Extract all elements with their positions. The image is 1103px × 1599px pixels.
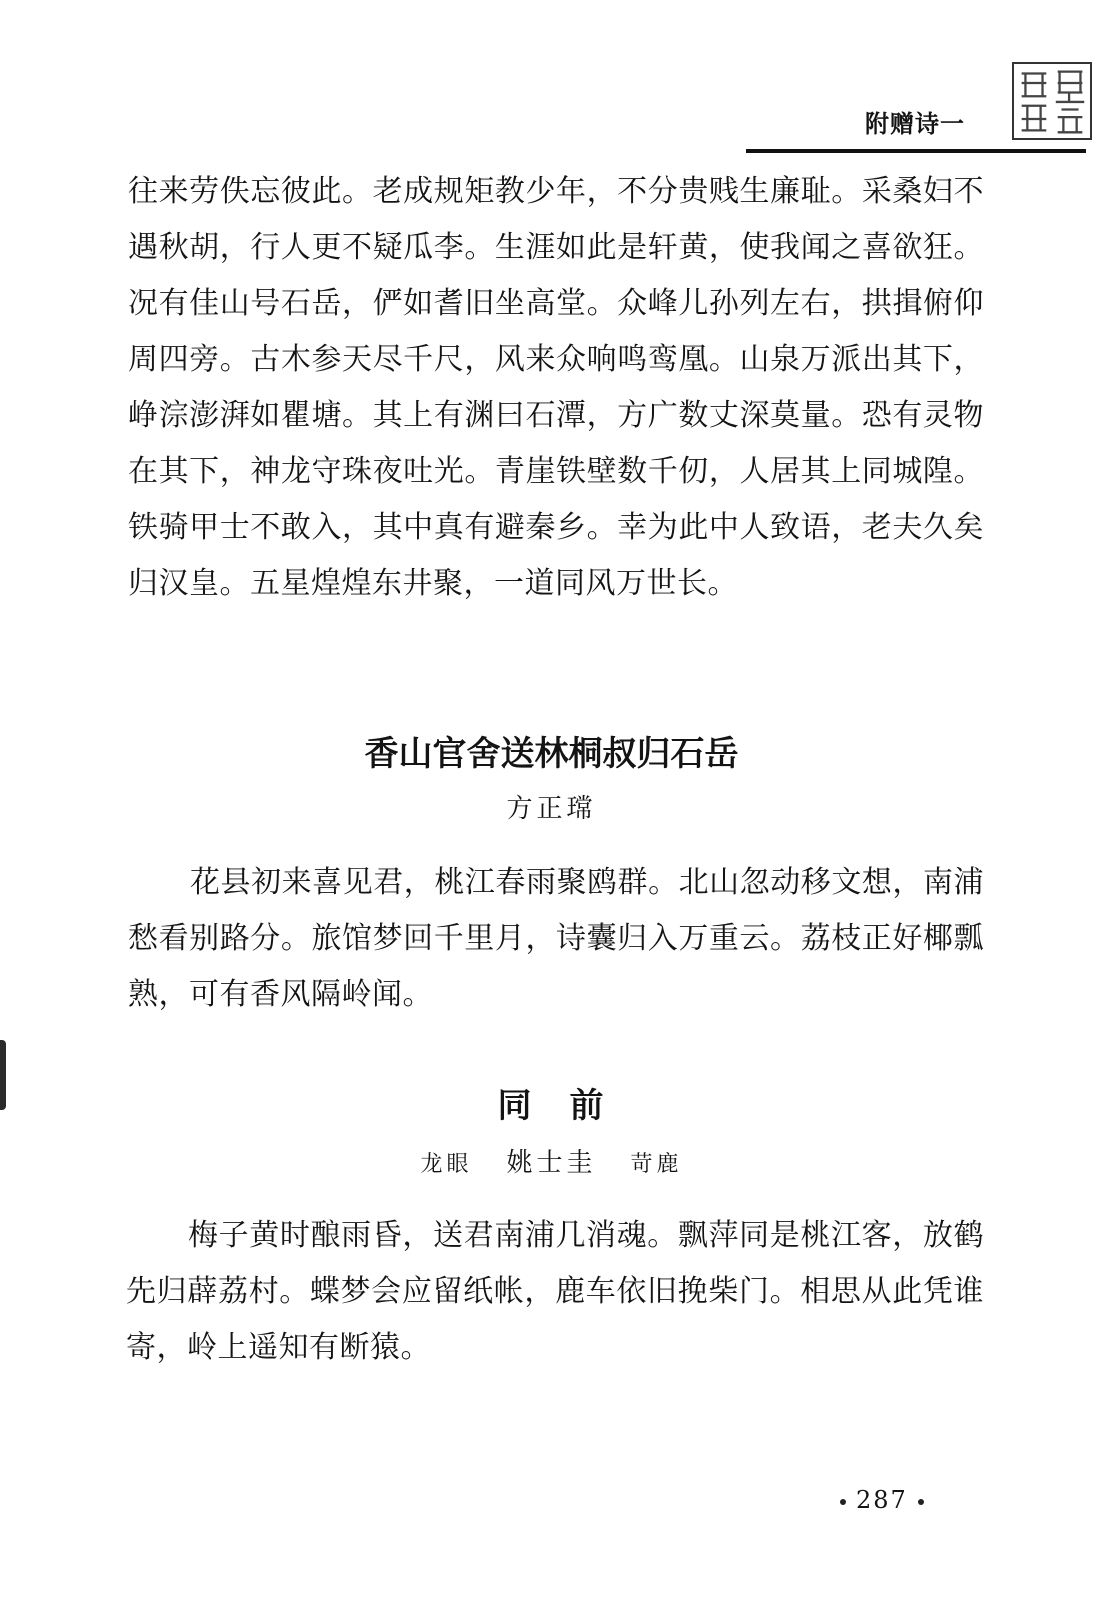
author-alias: 苛鹿 xyxy=(630,1152,683,1177)
poem-title: 同 前 xyxy=(497,1086,606,1126)
bullet-icon xyxy=(840,1499,846,1505)
bullet-icon xyxy=(918,1499,924,1505)
running-header: 附赠诗一 xyxy=(865,110,965,138)
page-number xyxy=(830,1486,934,1514)
header-rule xyxy=(746,149,1086,153)
poem-title: 香山官舍送林桐叔归石岳 xyxy=(364,734,739,774)
poem-author: 姚士圭 xyxy=(506,1148,597,1178)
seal-stamp xyxy=(1012,62,1092,140)
seal-glyph-pattern xyxy=(1014,64,1090,138)
page-edge-mark xyxy=(0,1040,6,1110)
continuation-paragraph: 往来劳佚忘彼此。老成规矩教少年，不分贵贱生廉耻。采桑妇不遇秋胡，行人更不疑瓜李。生涯如此是轩黄，使我闻之喜欲狂。况有佳山号石岳，俨如耆旧坐高堂。众峰儿孙列左右，拱揖俯仰周四旁。古木参天尽千尺，风来众响鸣鸾凰。山泉万派出其下，峥淙澎湃如瞿塘。其上有渊曰石潭，方广数丈深莫量。恐有灵物在其下，神龙守珠夜吐光。青崖铁壁数千仞，人居其上同城隍。铁骑甲士不敢入，其中真有避秦乡。幸为此中人致语，老夫久矣归汉皇。五星煌煌东井聚，一道同风万世长。 xyxy=(128,174,984,601)
poem-text: 梅子黄时酿雨昏，送君南浦几消魂。飘萍同是桃江客，放鹤先归薜荔村。蝶梦会应留纸帐，鹿车依旧挽柴门。相思从此凭谁寄，岭上遥知有断猿。 xyxy=(126,1218,984,1365)
author-origin: 龙眼 xyxy=(420,1152,473,1177)
page-number-value: 287 xyxy=(856,1486,908,1514)
poem-author-line xyxy=(0,1142,1103,1179)
poem-text: 花县初来喜见君，桃江春雨聚鸥群。北山忽动移文想，南浦愁看别路分。旅馆梦回千里月，诗囊归入万重云。荔枝正好椰瓢熟，可有香风隔岭闻。 xyxy=(128,865,984,1012)
poem-author: 方正瑺 xyxy=(506,794,597,824)
